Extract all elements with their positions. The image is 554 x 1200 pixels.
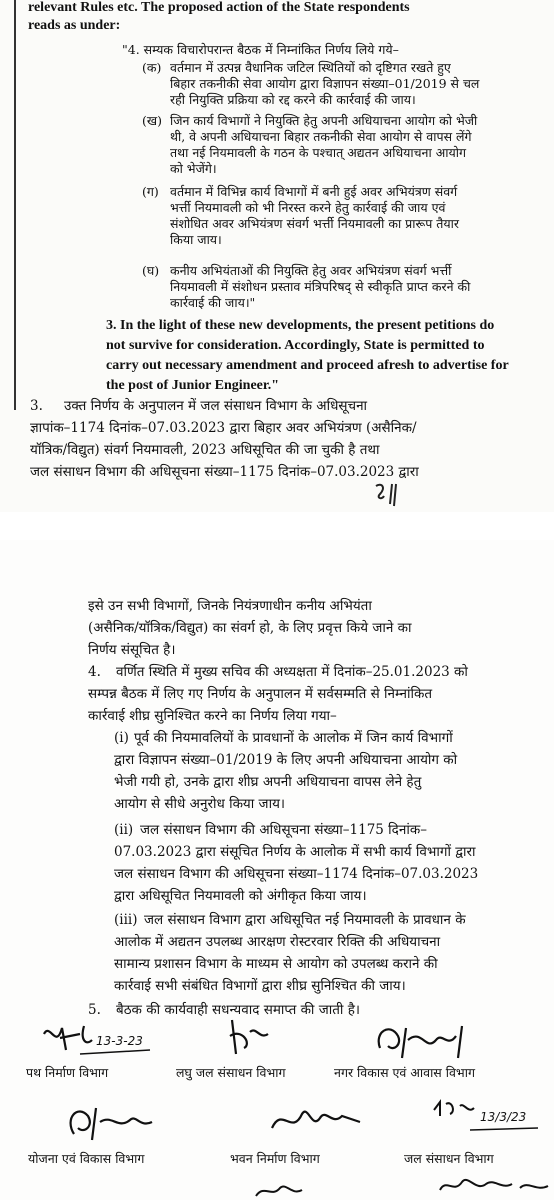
signature-date: 13-3-23	[96, 1034, 143, 1048]
item-line: बिहार तकनीकी सेवा आयोग द्वारा विज्ञापन संख्या–01/2019 से चल	[170, 76, 480, 91]
item-line: किया जाय।	[170, 232, 222, 247]
para-line: ज्ञापांक–1174 दिनांक–07.03.2023 द्वारा बिहार अवर अभियंत्रण (असैनिक/	[30, 420, 417, 436]
department-label: भवन निर्माण विभाग	[230, 1151, 320, 1166]
quote-intro: "4. सम्यक विचारोपरान्त बैठक में निम्नांकित निर्णय लिये गये–	[122, 42, 399, 57]
department-label: जल संसाधन विभाग	[404, 1151, 494, 1166]
english-line: the post of Junior Engineer."	[106, 378, 280, 393]
sub-item-line: जल संसाधन विभाग की अधिसूचना संख्या–1174 दिनांक–07.03.2023	[114, 866, 479, 882]
item-label: (ख)	[142, 113, 162, 128]
sub-item-line: कार्रवाई सभी संबंधित विभागों द्वारा शीघ्र सुनिश्चित की जाय।	[114, 978, 406, 994]
item-label: (क)	[142, 60, 162, 75]
department-label: योजना एवं विकास विभाग	[28, 1151, 145, 1166]
page-gap	[0, 512, 554, 540]
signature-minor-water	[222, 1018, 302, 1058]
para-line: जल संसाधन विभाग की अधिसूचना संख्या–1175 दिनांक–07.03.2023 द्वारा	[30, 464, 419, 480]
document-page-1	[0, 0, 554, 512]
signature-date: 13/3/23	[480, 1110, 527, 1124]
signature-planning	[60, 1100, 170, 1144]
sub-item-label: (iii)	[114, 912, 138, 928]
sub-item-label: (i)	[114, 730, 129, 746]
signature-water-resources	[430, 1096, 540, 1136]
para-line: बैठक की कार्यवाही सधन्यवाद समाप्त की जाती है।	[116, 1002, 360, 1018]
english-line: relevant Rules etc. The proposed action of the State respondents	[28, 0, 410, 15]
sub-item-label: (ii)	[114, 822, 134, 838]
para-number: 3.	[30, 398, 43, 414]
item-label: (ग)	[142, 184, 159, 199]
sub-item-line: जल संसाधन विभाग द्वारा अधिसूचित नई नियमावली के प्रावधान के	[144, 912, 466, 928]
sub-item-line: सामान्य प्रशासन विभाग के माध्यम से आयोग को उपलब्ध कराने की	[114, 956, 438, 972]
signature-partial	[252, 1180, 332, 1200]
item-line: को भेजेंगे।	[170, 161, 217, 176]
sub-item-line: 07.03.2023 द्वारा संसूचित निर्णय के आलोक में सभी कार्य विभागों द्वारा	[114, 844, 476, 860]
item-line: वर्तमान में विभिन्न कार्य विभागों में बनी हुई अवर अभियंत्रण संवर्ग	[170, 184, 458, 199]
item-line: थी, वे अपनी अधियाचना बिहार तकनीकी सेवा आयोग से वापस लेंगे	[170, 129, 472, 144]
english-line: not survive for consideration. Accordingly, State is permitted to	[106, 338, 485, 353]
english-line: reads as under:	[28, 18, 121, 33]
para-line: यॉत्रिक/विद्युत) संवर्ग नियमावली, 2023 अधिसूचित की जा चुकी है तथा	[30, 442, 380, 458]
department-label: पथ निर्माण विभाग	[26, 1065, 109, 1080]
item-line: कनीय अभियंताओं की नियुक्ति हेतु अवर अभियंत्रण संवर्ग भर्त्ती	[170, 263, 452, 278]
para-line: वर्णित स्थिति में मुख्य सचिव की अध्यक्षता में दिनांक–25.01.2023 को	[116, 664, 468, 680]
para-line: सम्पन्न बैठक में लिए गए निर्णय के अनुपालन में सर्वसम्मति से निम्नांकित	[88, 686, 433, 702]
item-line: रही नियुक्ति प्रक्रिया को रद्द करने की कार्रवाई की जाय।	[170, 92, 416, 107]
sub-item-line: द्वारा विज्ञापन संख्या–01/2019 के लिए अपनी अधियाचना आयोग को	[114, 752, 458, 768]
department-label: नगर विकास एवं आवास विभाग	[334, 1065, 475, 1080]
sub-item-line: पूर्व की नियमावलियों के प्रावधानों के आलोक में जिन कार्य विभागों	[134, 730, 453, 746]
item-line: जिन कार्य विभागों ने नियुक्ति हेतु अपनी अधियाचना आयोग को भेजी	[170, 113, 478, 128]
signature-partial	[436, 1174, 554, 1200]
item-line: संशोधित अवर अभियंत्रण संवर्ग भर्त्ती नियमावली का प्रारूप तैयार	[170, 216, 460, 231]
english-line: 3. In the light of these new developments, the present petitions do	[106, 318, 495, 333]
english-line: carry out necessary amendment and proceed afresh to advertise for	[106, 358, 509, 373]
sub-item-line: आयोग से सीधे अनुरोध किया जाय।	[114, 796, 286, 812]
sub-item-line: द्वारा अधिसूचित नियमावली को अंगीकृत किया जाय।	[114, 888, 367, 904]
para-line: निर्णय संसूचित है।	[88, 642, 176, 658]
para-line: कार्रवाई शीघ्र सुनिश्चित करने का निर्णय लिया गया–	[88, 708, 337, 724]
para-line: (असैनिक/यॉत्रिक/विद्युत) का संवर्ग हो, के लिए प्रवृत्त किये जाने का	[88, 620, 412, 636]
item-label: (घ)	[142, 263, 160, 278]
department-label: लघु जल संसाधन विभाग	[176, 1065, 286, 1080]
margin-line	[14, 0, 16, 410]
item-line: वर्तमान में उत्पन्न वैधानिक जटिल स्थितियों को दृष्टिगत रखते हुए	[170, 60, 451, 75]
signature-road-construction	[40, 1020, 160, 1060]
item-line: कार्रवाई की जाय।"	[170, 295, 256, 310]
page-mark-scribble	[370, 480, 410, 508]
sub-item-line: आलोक में अद्यतन उपलब्ध आरक्षण रोस्टरवार रिक्ति की अधियाचना	[114, 934, 441, 950]
sub-item-line: जल संसाधन विभाग की अधिसूचना संख्या–1175 दिनांक–	[140, 822, 427, 838]
item-line: भर्त्ती नियमावली को भी निरस्त करने हेतु कार्रवाई की जाय एवं	[170, 200, 446, 215]
para-line: उक्त निर्णय के अनुपालन में जल संसाधन विभाग के अधिसूचना	[64, 398, 368, 414]
signature-building-construction	[262, 1100, 372, 1144]
item-line: नियमावली में संशोधन प्रस्ताव मंत्रिपरिषद् से स्वीकृति प्राप्त करने की	[170, 279, 471, 294]
para-number: 4.	[88, 664, 101, 680]
para-line: इसे उन सभी विभागों, जिनके नियंत्रणाधीन कनीय अभियंता	[88, 598, 372, 614]
item-line: तथा नई नियमावली के गठन के पश्चात् अद्यतन अधियाचना आयोग	[170, 145, 466, 160]
signature-urban-development	[372, 1018, 522, 1062]
document-page-2	[0, 540, 554, 1200]
sub-item-line: भेजी गयी हो, उनके द्वारा शीघ्र अपनी अधियाचना वापस लेने हेतु	[114, 774, 422, 790]
para-number: 5.	[88, 1002, 101, 1018]
